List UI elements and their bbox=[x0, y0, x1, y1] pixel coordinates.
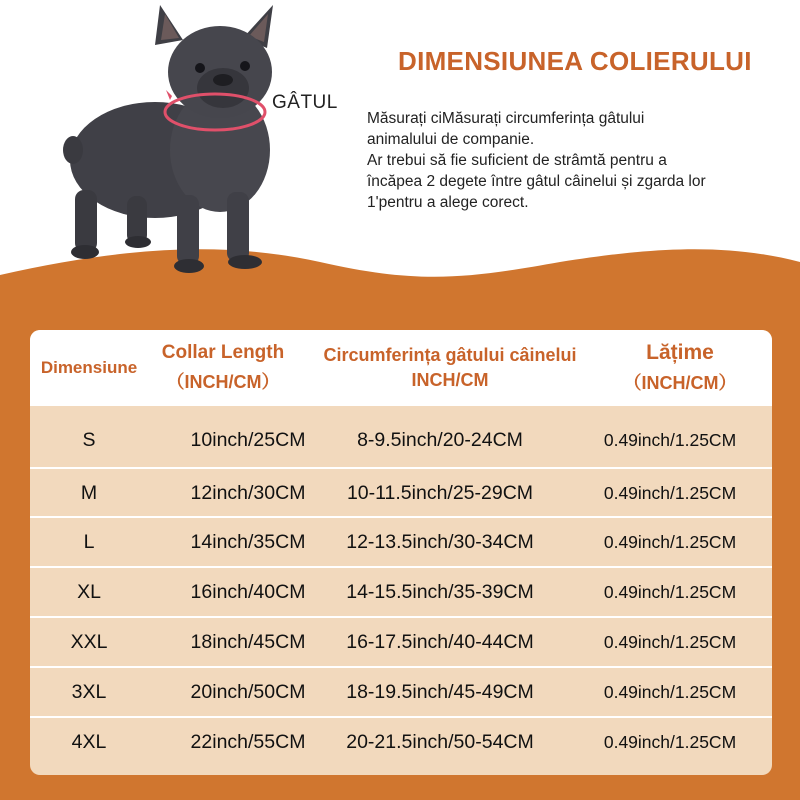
width-cell: 0.49inch/1.25CM bbox=[603, 632, 737, 652]
table-row bbox=[30, 566, 772, 617]
header-width-unit: （INCH/CM） bbox=[623, 373, 737, 393]
size-table bbox=[30, 330, 772, 775]
table-header bbox=[30, 330, 772, 406]
instruction-line: Ar trebui să fie suficient de strâmtă pentru a bbox=[367, 152, 667, 169]
header-circumference-label: Circumferința gâtului câinelui bbox=[323, 345, 577, 365]
table-row bbox=[30, 616, 772, 667]
table-row bbox=[30, 716, 772, 767]
width-cell: 0.49inch/1.25CM bbox=[603, 682, 737, 702]
size-cell: XL bbox=[77, 581, 101, 603]
measurement-instructions bbox=[367, 108, 787, 213]
instruction-line: Măsurați ciMăsurați circumferința gâtului bbox=[367, 110, 645, 127]
header-size-label: Dimensiune bbox=[40, 358, 138, 377]
page-title: DIMENSIUNEA COLIERULUI bbox=[398, 46, 752, 76]
size-cell: L bbox=[83, 531, 95, 553]
header-width-label: Lățime bbox=[646, 341, 714, 364]
header-length-label: Collar Length bbox=[161, 342, 285, 363]
width-cell: 0.49inch/1.25CM bbox=[603, 430, 737, 450]
length-cell: 16inch/40CM bbox=[190, 581, 306, 603]
size-cell: 4XL bbox=[71, 731, 107, 753]
circumference-cell: 12-13.5inch/30-34CM bbox=[346, 531, 534, 553]
table-row bbox=[30, 467, 772, 518]
table-row bbox=[30, 416, 772, 465]
length-cell: 22inch/55CM bbox=[190, 731, 306, 753]
size-cell: S bbox=[82, 429, 96, 451]
instruction-line: încăpea 2 degete între gâtul câinelui și zgarda lor bbox=[367, 173, 706, 190]
dog-photo bbox=[55, 0, 285, 285]
length-cell: 20inch/50CM bbox=[190, 681, 306, 703]
circumference-cell: 18-19.5inch/45-49CM bbox=[346, 681, 534, 703]
width-cell: 0.49inch/1.25CM bbox=[603, 532, 737, 552]
size-cell: XXL bbox=[70, 631, 108, 653]
header-width bbox=[595, 330, 765, 406]
circumference-cell: 20-21.5inch/50-54CM bbox=[346, 731, 534, 753]
size-cell: 3XL bbox=[71, 681, 107, 703]
table-row bbox=[30, 666, 772, 717]
header-length-unit: （INCH/CM） bbox=[166, 372, 280, 392]
neck-label: GÂTUL bbox=[272, 92, 338, 113]
header-circumference-unit: INCH/CM bbox=[411, 370, 489, 390]
length-cell: 12inch/30CM bbox=[190, 482, 306, 504]
instruction-line: animalului de companie. bbox=[367, 131, 535, 148]
circumference-cell: 8-9.5inch/20-24CM bbox=[357, 429, 523, 451]
length-cell: 10inch/25CM bbox=[190, 429, 306, 451]
length-cell: 18inch/45CM bbox=[190, 631, 306, 653]
circumference-cell: 14-15.5inch/35-39CM bbox=[346, 581, 534, 603]
width-cell: 0.49inch/1.25CM bbox=[603, 732, 737, 752]
table-row bbox=[30, 516, 772, 567]
header-length bbox=[148, 330, 298, 406]
instruction-line: 1'pentru a alege corect. bbox=[367, 194, 529, 211]
width-cell: 0.49inch/1.25CM bbox=[603, 582, 737, 602]
circumference-cell: 10-11.5inch/25-29CM bbox=[346, 482, 534, 504]
width-cell: 0.49inch/1.25CM bbox=[603, 483, 737, 503]
circumference-cell: 16-17.5inch/40-44CM bbox=[346, 631, 534, 653]
length-cell: 14inch/35CM bbox=[190, 531, 306, 553]
header-size bbox=[30, 330, 148, 406]
size-cell: M bbox=[80, 482, 98, 504]
header-circumference bbox=[305, 330, 595, 406]
